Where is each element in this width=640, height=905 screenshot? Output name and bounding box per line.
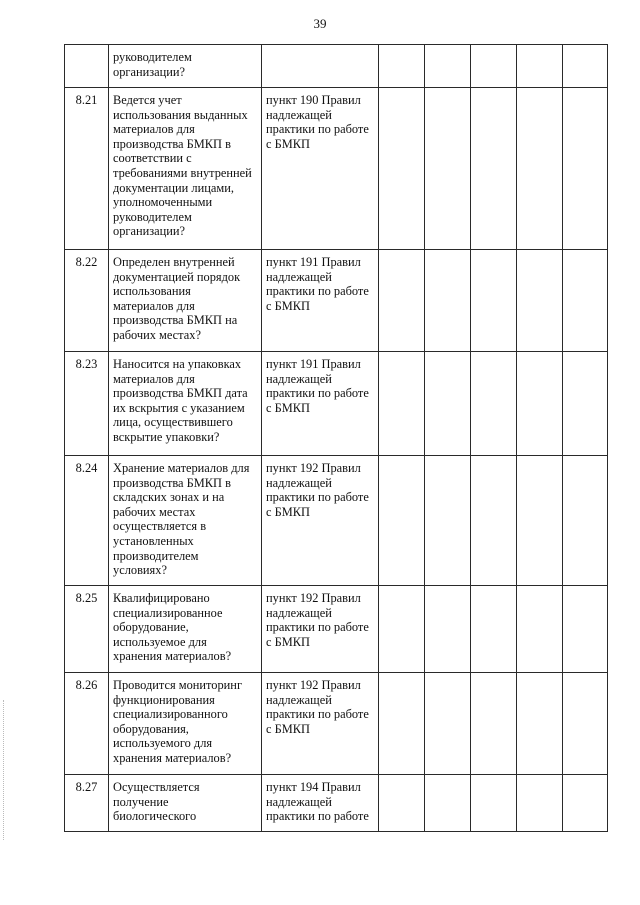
answer-cell-extra [563,673,608,775]
requirement-question: Ведется учет использования выданных материалов для производства БМКП в соответствии с требованиями внутренней документации лицами, уполномоченными руководителем организации? [109,88,262,250]
scan-edge-marks [3,700,6,840]
checklist-table [64,44,608,832]
answer-cell-note [517,586,563,673]
table-row [65,456,608,586]
row-number: 8.23 [65,352,109,456]
requirement-question: Хранение материалов для производства БМКП в складских зонах и на рабочих местах осуществляется в установленных производителем условиях? [109,456,262,586]
table-row [65,352,608,456]
answer-cell-extra [563,352,608,456]
answer-cell-na [471,352,517,456]
answer-cell-yes [379,250,425,352]
answer-cell-na [471,250,517,352]
legal-reference: пункт 191 Правил надлежащей практики по работе с БМКП [262,352,379,456]
answer-cell-na [471,775,517,832]
legal-reference: пункт 190 Правил надлежащей практики по работе с БМКП [262,88,379,250]
answer-cell-no [425,586,471,673]
table-row [65,673,608,775]
requirement-question: руководителем организации? [109,45,262,88]
answer-cell-na [471,456,517,586]
answer-cell-no [425,673,471,775]
requirement-question: Наносится на упаковках материалов для производства БМКП дата их вскрытия с указанием лица, осуществившего вскрытие упаковки? [109,352,262,456]
answer-cell-yes [379,775,425,832]
answer-cell-no [425,45,471,88]
answer-cell-note [517,250,563,352]
table-row [65,250,608,352]
row-number: 8.26 [65,673,109,775]
page-number: 39 [313,16,327,31]
row-number: 8.25 [65,586,109,673]
answer-cell-no [425,352,471,456]
legal-reference: пункт 192 Правил надлежащей практики по работе с БМКП [262,456,379,586]
row-number: 8.24 [65,456,109,586]
answer-cell-yes [379,352,425,456]
legal-reference: пункт 191 Правил надлежащей практики по работе с БМКП [262,250,379,352]
requirement-question: Квалифицировано специализированное оборудование, используемое для хранения материалов? [109,586,262,673]
answer-cell-extra [563,456,608,586]
legal-reference: пункт 194 Правил надлежащей практики по работе [262,775,379,832]
table-row [65,775,608,832]
answer-cell-note [517,673,563,775]
answer-cell-extra [563,775,608,832]
legal-reference [262,45,379,88]
row-number: 8.27 [65,775,109,832]
table-row [65,45,608,88]
answer-cell-extra [563,88,608,250]
row-number [65,45,109,88]
answer-cell-na [471,586,517,673]
answer-cell-note [517,45,563,88]
answer-cell-note [517,775,563,832]
answer-cell-yes [379,88,425,250]
legal-reference: пункт 192 Правил надлежащей практики по работе с БМКП [262,586,379,673]
answer-cell-extra [563,250,608,352]
answer-cell-no [425,775,471,832]
table-row [65,586,608,673]
legal-reference: пункт 192 Правил надлежащей практики по работе с БМКП [262,673,379,775]
answer-cell-no [425,88,471,250]
answer-cell-no [425,250,471,352]
answer-cell-extra [563,45,608,88]
answer-cell-na [471,45,517,88]
requirement-question: Проводится мониторинг функционирования специализированного оборудования, используемого для хранения материалов? [109,673,262,775]
row-number: 8.22 [65,250,109,352]
answer-cell-yes [379,45,425,88]
answer-cell-yes [379,456,425,586]
answer-cell-note [517,88,563,250]
answer-cell-extra [563,586,608,673]
answer-cell-no [425,456,471,586]
requirement-question: Определен внутренней документацией порядок использования материалов для производства БМКП на рабочих местах? [109,250,262,352]
answer-cell-yes [379,673,425,775]
answer-cell-na [471,88,517,250]
answer-cell-yes [379,586,425,673]
answer-cell-note [517,352,563,456]
answer-cell-na [471,673,517,775]
row-number: 8.21 [65,88,109,250]
table-row [65,88,608,250]
requirement-question: Осуществляется получение биологического [109,775,262,832]
answer-cell-note [517,456,563,586]
